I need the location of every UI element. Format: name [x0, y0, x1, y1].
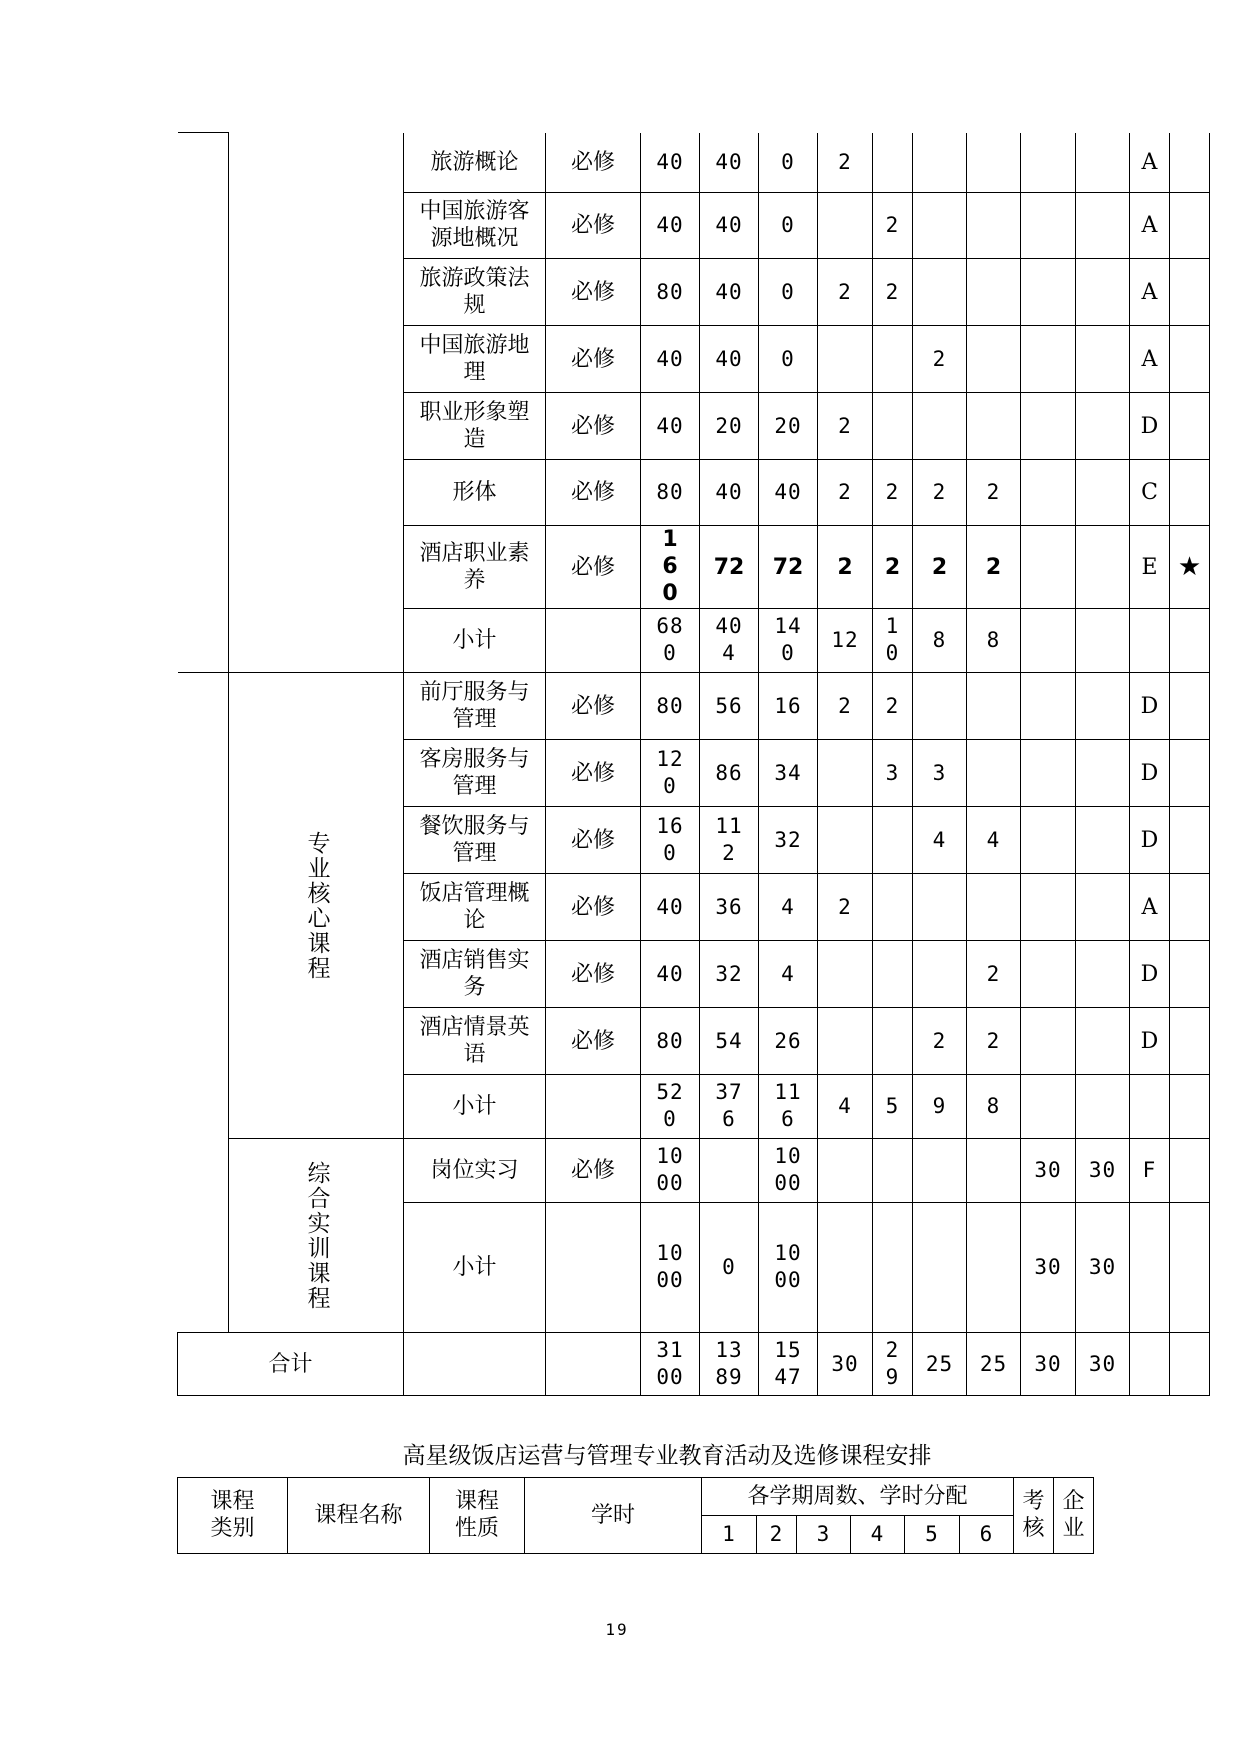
sem-2: [873, 133, 913, 193]
enterprise-mark: [1170, 460, 1210, 526]
star-icon: ★: [1170, 526, 1210, 609]
course-type: 必修: [546, 1139, 641, 1203]
total-hours: [641, 609, 700, 673]
theory-hours-text: 376: [715, 1080, 743, 1131]
sem-5: [1021, 393, 1076, 460]
theory-hours: 72: [700, 526, 759, 609]
sem-2: [873, 609, 913, 673]
sem-4: [967, 1139, 1021, 1203]
header-exam: [1014, 1478, 1054, 1554]
course-type: 必修: [546, 526, 641, 609]
total-hours: 80: [641, 1008, 700, 1075]
sem-5: [1021, 460, 1076, 526]
total-hours: 40: [641, 941, 700, 1008]
sem-3: [913, 941, 967, 1008]
total-hours-text: 520: [656, 1080, 684, 1131]
theory-hours-text: 112: [715, 813, 743, 865]
header-category-text: 课程类别: [210, 1489, 255, 1541]
course-type: [546, 1333, 641, 1396]
course-name-text: 客房服务与管理: [419, 746, 530, 799]
sem-6: 30: [1076, 1203, 1130, 1333]
group-label: 综合实训课程: [229, 1139, 404, 1333]
course-name: [404, 941, 546, 1008]
table-row: [178, 1139, 1210, 1203]
total-hours: [641, 526, 700, 609]
sem-1: [818, 326, 873, 393]
sem-6: [1076, 193, 1130, 259]
sem-4: 4: [967, 807, 1021, 874]
sem-6: [1076, 393, 1130, 460]
course-name: [404, 393, 546, 460]
practice-hours: 26: [759, 1008, 818, 1075]
sem-3: [913, 193, 967, 259]
sem-3: [913, 1203, 967, 1333]
sem-1: 30: [818, 1333, 873, 1396]
enterprise-mark: [1170, 393, 1210, 460]
sem-2: [873, 1203, 913, 1333]
header-semester-group: 各学期周数、学时分配: [702, 1478, 1014, 1516]
practice-hours: 4: [759, 874, 818, 941]
sem-6: [1076, 740, 1130, 807]
sem-3: [913, 133, 967, 193]
group-cell: [229, 133, 404, 673]
sem-3: [913, 673, 967, 740]
theory-hours: 32: [700, 941, 759, 1008]
total-hours: 80: [641, 460, 700, 526]
exam-type: D: [1130, 941, 1170, 1008]
enterprise-mark: [1170, 874, 1210, 941]
total-hours: [641, 1333, 700, 1396]
header-category: [178, 1478, 288, 1554]
subtotal-label: 小计: [404, 1203, 546, 1333]
sem-5: [1021, 193, 1076, 259]
sem-5: [1021, 1075, 1076, 1139]
theory-hours: [700, 609, 759, 673]
theory-hours: 40: [700, 460, 759, 526]
course-schedule-table: [177, 132, 1210, 1396]
course-name: [404, 673, 546, 740]
practice-hours: [759, 1139, 818, 1203]
course-type: 必修: [546, 133, 641, 193]
total-hours-text: 680: [656, 614, 684, 665]
total-hours: 40: [641, 874, 700, 941]
sem-6: [1076, 673, 1130, 740]
course-name-text: 餐饮服务与管理: [419, 813, 530, 866]
sem-4: [967, 393, 1021, 460]
course-type: [546, 609, 641, 673]
theory-hours: 0: [700, 1203, 759, 1333]
sem-6: [1076, 1075, 1130, 1139]
header-sem-1: 1: [702, 1516, 757, 1554]
sem-3: 2: [913, 460, 967, 526]
total-hours: 40: [641, 193, 700, 259]
total-hours: 40: [641, 393, 700, 460]
sem-5: 30: [1021, 1333, 1076, 1396]
enterprise-mark: [1170, 193, 1210, 259]
total-hours: 40: [641, 133, 700, 193]
exam-type: D: [1130, 1008, 1170, 1075]
sem-6: [1076, 807, 1130, 874]
sem-1: 2: [818, 259, 873, 326]
sem-1: 2: [818, 460, 873, 526]
sem-4: 25: [967, 1333, 1021, 1396]
total-hours: 80: [641, 259, 700, 326]
sem-2-text: 10: [885, 614, 900, 665]
sem-2: 2: [873, 259, 913, 326]
exam-type: D: [1130, 393, 1170, 460]
header-sem-4: 4: [851, 1516, 905, 1554]
total-hours: 80: [641, 673, 700, 740]
sem-4: [967, 133, 1021, 193]
course-type: 必修: [546, 393, 641, 460]
sem-2: 2: [873, 526, 913, 609]
header-sem-6: 6: [960, 1516, 1014, 1554]
practice-hours: 32: [759, 807, 818, 874]
sem-5: [1021, 941, 1076, 1008]
enterprise-mark: [1170, 941, 1210, 1008]
exam-type: A: [1130, 326, 1170, 393]
sem-6: 30: [1076, 1139, 1130, 1203]
sem-1: 2: [818, 393, 873, 460]
course-name: [404, 1333, 546, 1396]
practice-hours-text: 1000: [774, 1144, 802, 1195]
theory-hours-text: 404: [715, 614, 743, 665]
practice-hours: 0: [759, 326, 818, 393]
theory-hours: [700, 1139, 759, 1203]
elective-schedule-header: [177, 1477, 1094, 1554]
practice-hours: 20: [759, 393, 818, 460]
course-name: 形体: [404, 460, 546, 526]
sem-5: 30: [1021, 1203, 1076, 1333]
sem-2-text: 29: [885, 1337, 900, 1389]
sem-6: [1076, 326, 1130, 393]
sem-5: [1021, 1008, 1076, 1075]
course-name: [404, 193, 546, 259]
total-hours: [641, 740, 700, 807]
course-type: 必修: [546, 673, 641, 740]
sem-2: [873, 1139, 913, 1203]
exam-type: A: [1130, 874, 1170, 941]
course-type: 必修: [546, 460, 641, 526]
enterprise-mark: [1170, 1008, 1210, 1075]
sem-1: [818, 193, 873, 259]
sem-1: 12: [818, 609, 873, 673]
sem-1: 2: [818, 133, 873, 193]
practice-hours: 72: [759, 526, 818, 609]
theory-hours: [700, 1333, 759, 1396]
total-hours: [641, 807, 700, 874]
enterprise-mark: [1170, 609, 1210, 673]
course-name: [404, 526, 546, 609]
sem-2: 2: [873, 460, 913, 526]
header-enterprise-text: 企业: [1062, 1489, 1085, 1541]
course-type: 必修: [546, 740, 641, 807]
theory-hours: 40: [700, 133, 759, 193]
sem-3: [913, 259, 967, 326]
enterprise-mark: [1170, 1333, 1210, 1396]
exam-type: [1130, 1203, 1170, 1333]
sem-6: [1076, 460, 1130, 526]
total-hours-text: 1000: [656, 1241, 684, 1292]
course-type: 必修: [546, 193, 641, 259]
header-sem-2: 2: [757, 1516, 797, 1554]
practice-hours: 4: [759, 941, 818, 1008]
practice-hours: 34: [759, 740, 818, 807]
enterprise-mark: [1170, 1075, 1210, 1139]
sem-3: 8: [913, 609, 967, 673]
sem-5: [1021, 609, 1076, 673]
course-name: 岗位实习: [404, 1139, 546, 1203]
course-name: [404, 874, 546, 941]
sem-4: [967, 673, 1021, 740]
sem-2: [873, 1008, 913, 1075]
header-exam-text: 考核: [1022, 1489, 1045, 1541]
course-type: [546, 1075, 641, 1139]
theory-hours: 36: [700, 874, 759, 941]
sem-3: [913, 393, 967, 460]
practice-hours-text: 1547: [774, 1337, 802, 1389]
exam-type: E: [1130, 526, 1170, 609]
sem-6: [1076, 259, 1130, 326]
enterprise-mark: [1170, 326, 1210, 393]
exam-type: A: [1130, 259, 1170, 326]
sem-5: [1021, 740, 1076, 807]
practice-hours-text: 140: [774, 614, 802, 665]
header-sem-5: 5: [905, 1516, 960, 1554]
course-name: [404, 1008, 546, 1075]
sem-3: 2: [913, 1008, 967, 1075]
course-name: [404, 259, 546, 326]
sem-2: [873, 1333, 913, 1396]
course-type: [546, 1203, 641, 1333]
sem-4: [967, 874, 1021, 941]
course-type: 必修: [546, 259, 641, 326]
sem-5: [1021, 326, 1076, 393]
practice-hours: [759, 1333, 818, 1396]
sem-3: 9: [913, 1075, 967, 1139]
sem-3: 3: [913, 740, 967, 807]
section-title: 高星级饭店运营与管理专业教育活动及选修课程安排: [402, 1443, 932, 1469]
sem-3: 2: [913, 326, 967, 393]
course-name-text: 酒店情景英语: [419, 1014, 530, 1067]
total-hours-text: 160: [656, 813, 684, 865]
sem-4: [967, 193, 1021, 259]
sem-5: [1021, 807, 1076, 874]
course-type: 必修: [546, 941, 641, 1008]
enterprise-mark: [1170, 1203, 1210, 1333]
course-type: 必修: [546, 807, 641, 874]
course-name-text: 职业形象塑造: [419, 399, 530, 452]
course-name: [404, 807, 546, 874]
sem-4: [967, 259, 1021, 326]
table-row: [178, 673, 1210, 740]
header-hours: 学时: [525, 1478, 702, 1554]
sem-5: [1021, 526, 1076, 609]
practice-hours: 0: [759, 259, 818, 326]
sem-2: [873, 874, 913, 941]
enterprise-mark: [1170, 1139, 1210, 1203]
sem-3: 4: [913, 807, 967, 874]
header-name: 课程名称: [288, 1478, 430, 1554]
practice-hours: 40: [759, 460, 818, 526]
sem-1: [818, 1139, 873, 1203]
sem-1: [818, 941, 873, 1008]
enterprise-mark: [1170, 673, 1210, 740]
sem-4: 2: [967, 526, 1021, 609]
course-type: 必修: [546, 874, 641, 941]
course-name: 旅游概论: [404, 133, 546, 193]
total-hours: [641, 1075, 700, 1139]
course-name: [404, 326, 546, 393]
theory-hours: 40: [700, 326, 759, 393]
practice-hours-text: 1000: [774, 1241, 802, 1292]
exam-type: D: [1130, 740, 1170, 807]
enterprise-mark: [1170, 807, 1210, 874]
course-name-text: 前厅服务与管理: [419, 679, 530, 732]
sem-2: 2: [873, 673, 913, 740]
total-hours: 40: [641, 326, 700, 393]
course-type: 必修: [546, 1008, 641, 1075]
sem-2: [873, 807, 913, 874]
theory-hours: [700, 807, 759, 874]
sem-3: 2: [913, 526, 967, 609]
header-enterprise: [1054, 1478, 1094, 1554]
sem-2: [873, 941, 913, 1008]
total-row: [178, 1333, 1210, 1396]
course-name-text: 酒店销售实务: [419, 947, 530, 1000]
theory-hours: 86: [700, 740, 759, 807]
sem-1: 2: [818, 874, 873, 941]
group-label: 专业核心课程: [229, 673, 404, 1139]
sem-5: [1021, 259, 1076, 326]
sem-1: [818, 807, 873, 874]
sem-4: [967, 1203, 1021, 1333]
sem-4: 2: [967, 941, 1021, 1008]
sem-4: 2: [967, 1008, 1021, 1075]
exam-type: A: [1130, 133, 1170, 193]
exam-type: [1130, 1333, 1170, 1396]
practice-hours-text: 116: [774, 1080, 802, 1131]
course-name-text: 中国旅游客源地概况: [419, 199, 530, 251]
exam-type: D: [1130, 673, 1170, 740]
sem-2: 5: [873, 1075, 913, 1139]
course-name-text: 酒店职业素养: [419, 540, 530, 593]
sem-5: [1021, 673, 1076, 740]
sem-2: 3: [873, 740, 913, 807]
course-name-text: 饭店管理概论: [419, 880, 530, 933]
sem-5: 30: [1021, 1139, 1076, 1203]
page-number: 19: [605, 1620, 629, 1639]
exam-type: [1130, 1075, 1170, 1139]
sem-6: [1076, 609, 1130, 673]
sem-6: [1076, 874, 1130, 941]
sem-6: 30: [1076, 1333, 1130, 1396]
enterprise-mark: [1170, 133, 1210, 193]
total-hours-text: 160: [662, 527, 678, 606]
sem-4: 2: [967, 460, 1021, 526]
total-hours: [641, 1203, 700, 1333]
sem-5: [1021, 874, 1076, 941]
theory-hours: 56: [700, 673, 759, 740]
sem-1: [818, 740, 873, 807]
practice-hours: [759, 609, 818, 673]
sem-1: [818, 1203, 873, 1333]
table-row: [178, 133, 1210, 193]
practice-hours: [759, 1203, 818, 1333]
subtotal-label: 小计: [404, 609, 546, 673]
exam-type: A: [1130, 193, 1170, 259]
sem-3: [913, 874, 967, 941]
total-hours-text: 1000: [656, 1144, 684, 1195]
sem-6: [1076, 133, 1130, 193]
total-hours-text: 120: [656, 746, 684, 798]
enterprise-mark: [1170, 259, 1210, 326]
theory-hours: 54: [700, 1008, 759, 1075]
subtotal-label: 小计: [404, 1075, 546, 1139]
sem-6: [1076, 526, 1130, 609]
practice-hours: 0: [759, 193, 818, 259]
sem-6: [1076, 941, 1130, 1008]
sem-1: [818, 1008, 873, 1075]
theory-hours: 40: [700, 193, 759, 259]
sem-5: [1021, 133, 1076, 193]
course-name: [404, 740, 546, 807]
course-type: 必修: [546, 326, 641, 393]
header-nature: [430, 1478, 525, 1554]
sem-4: 8: [967, 609, 1021, 673]
theory-hours-text: 1389: [715, 1337, 743, 1389]
practice-hours: 16: [759, 673, 818, 740]
practice-hours: [759, 1075, 818, 1139]
sem-4: [967, 326, 1021, 393]
exam-type: D: [1130, 807, 1170, 874]
category-cell: [178, 133, 229, 673]
sem-4: 8: [967, 1075, 1021, 1139]
theory-hours: 20: [700, 393, 759, 460]
sem-4: [967, 740, 1021, 807]
sem-1: 2: [818, 526, 873, 609]
exam-type: F: [1130, 1139, 1170, 1203]
sem-3: 25: [913, 1333, 967, 1396]
sem-2: [873, 326, 913, 393]
course-name-text: 中国旅游地理: [419, 332, 530, 385]
header-sem-3: 3: [797, 1516, 851, 1554]
total-hours-text: 3100: [656, 1337, 684, 1389]
sem-6: [1076, 1008, 1130, 1075]
theory-hours: [700, 1075, 759, 1139]
course-name-text: 旅游政策法规: [419, 265, 530, 318]
sem-3: [913, 1139, 967, 1203]
sem-2: [873, 393, 913, 460]
theory-hours: 40: [700, 259, 759, 326]
practice-hours: 0: [759, 133, 818, 193]
header-nature-text: 课程性质: [454, 1489, 499, 1541]
sem-2: 2: [873, 193, 913, 259]
sem-1: 2: [818, 673, 873, 740]
sem-1: 4: [818, 1075, 873, 1139]
category-cell: [178, 673, 229, 1333]
exam-type: [1130, 609, 1170, 673]
enterprise-mark: [1170, 740, 1210, 807]
total-hours: [641, 1139, 700, 1203]
exam-type: C: [1130, 460, 1170, 526]
total-label: 合计: [178, 1333, 404, 1396]
